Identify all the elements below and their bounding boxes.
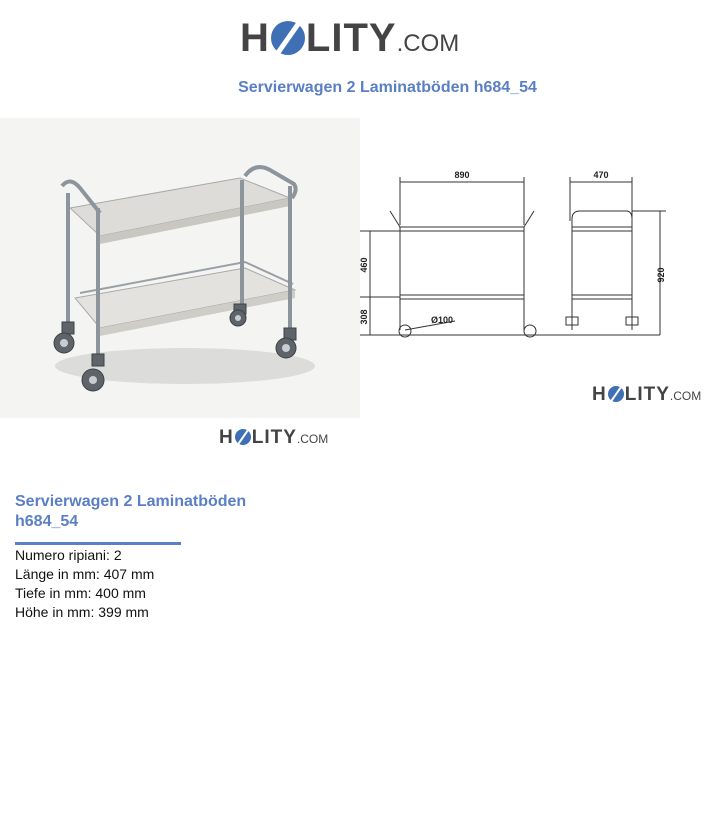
technical-drawing — [360, 165, 670, 345]
product-title: Servierwagen 2 Laminatböden h684_54 — [15, 493, 247, 530]
product-specs — [15, 546, 154, 622]
logo-text-domain: .COM — [296, 432, 329, 446]
dim-wheel-label: Ø100 — [430, 315, 454, 325]
logo-o-icon — [235, 429, 251, 445]
holity-logo-top[interactable] — [240, 16, 459, 61]
logo-o-icon — [271, 21, 305, 55]
spec-height: Höhe in mm: 399 mm — [15, 604, 149, 620]
holity-logo-photo — [219, 427, 328, 449]
dim-bottom-label: 308 — [360, 309, 369, 325]
logo-text-domain: .COM — [669, 389, 702, 403]
logo-text-h: H — [592, 384, 607, 405]
title-underline — [15, 542, 181, 545]
dim-depth-label: 470 — [593, 170, 609, 180]
spec-length: Länge in mm: 407 mm — [15, 566, 155, 582]
serving-trolley-illustration — [0, 118, 360, 418]
product-photo — [0, 118, 360, 418]
logo-text-h: H — [240, 16, 270, 60]
dim-width-label: 890 — [454, 170, 470, 180]
dimension-drawing-svg — [360, 165, 670, 345]
spec-shelves: Numero ripiani: 2 — [15, 547, 122, 563]
logo-text-lity: LITY — [305, 16, 397, 60]
dim-height-label: 920 — [656, 267, 666, 283]
logo-text-h: H — [219, 427, 234, 448]
dim-shelf-gap-label: 460 — [360, 257, 369, 273]
logo-text-domain: .COM — [396, 30, 460, 57]
spec-depth: Tiefe in mm: 400 mm — [15, 585, 146, 601]
holity-logo-right — [592, 384, 701, 406]
logo-text-lity: LITY — [624, 384, 670, 405]
page-title: Servierwagen 2 Laminatböden h684_54 — [238, 79, 537, 96]
logo-o-icon — [608, 386, 624, 402]
logo-text-lity: LITY — [251, 427, 297, 448]
